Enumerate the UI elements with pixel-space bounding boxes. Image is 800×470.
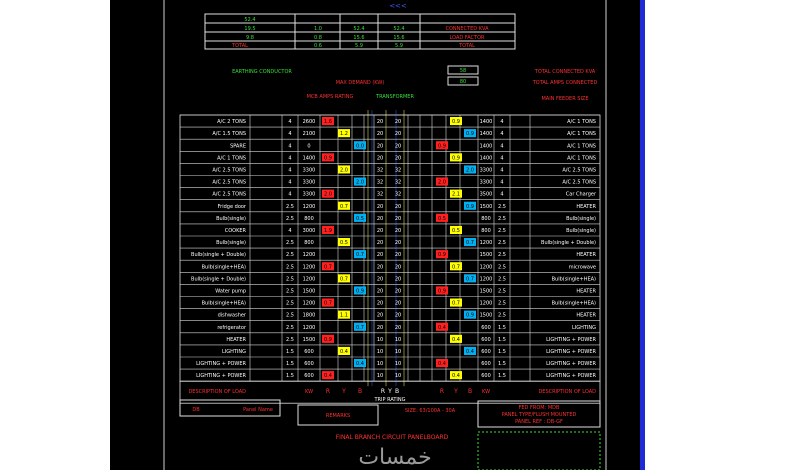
left-circuit-desc: dishwasher: [217, 312, 246, 319]
summary-cell: 0.8: [314, 35, 322, 41]
left-phase-value: 0.0: [356, 143, 364, 150]
breaker-rating-left: 20: [376, 276, 384, 283]
right-circuit-cable: 2.5: [498, 203, 506, 210]
summary-cell: 5.9: [355, 43, 363, 49]
right-circuit-load: 1500: [479, 203, 493, 210]
breaker-rating-left: 20: [376, 252, 384, 259]
right-circuit-load: 1200: [479, 276, 493, 283]
left-circuit-desc: A/C 2 TONS: [217, 119, 246, 126]
right-circuit-desc: A/C 1 TONS: [567, 143, 596, 150]
left-circuit-desc: Water pump: [215, 288, 246, 295]
right-phase-value: 0.4: [438, 324, 446, 331]
right-circuit-desc: Bulb(single+HEA): [551, 276, 596, 283]
left-phase-value: 1.6: [324, 119, 332, 126]
right-circuit-load: 600: [481, 336, 491, 343]
breaker-rating-left: 20: [376, 155, 384, 162]
breaker-rating-right: 20: [394, 131, 402, 138]
blue-scrollbar-edge[interactable]: [640, 0, 645, 470]
left-circuit-cable: 2.5: [286, 264, 294, 271]
left-phase-value: 0.7: [324, 300, 332, 307]
right-phase-value: 2.0: [438, 179, 446, 186]
left-circuit-cable: 4: [288, 155, 292, 162]
summary-cell: 15.6: [393, 35, 405, 41]
left-circuit-cable: 2.5: [286, 312, 294, 319]
left-circuit-load: 3300: [302, 179, 316, 186]
right-phase-value: 0.4: [438, 361, 446, 368]
left-circuit-desc: LIGHTING + POWER: [196, 361, 246, 368]
left-phase-value: 0.7: [356, 252, 364, 259]
kw-header-left: KW: [304, 389, 314, 396]
breaker-rating-right: 10: [394, 361, 402, 368]
right-phase-value: 0.9: [466, 203, 474, 210]
phase-header-left: R: [325, 388, 331, 396]
breaker-rating-left: 32: [376, 167, 384, 174]
panel-name-label: Panel Name: [243, 407, 273, 413]
right-circuit-desc: HEATER: [576, 252, 596, 259]
kva-value: 58: [459, 68, 467, 74]
left-circuit-load: 2100: [302, 131, 316, 138]
max-demand-label: MAX DEMAND (KW): [335, 80, 385, 86]
right-phase-value: 2.0: [466, 167, 474, 174]
left-phase-value: 0.9: [324, 336, 332, 343]
breaker-rating-right: 20: [394, 288, 402, 295]
breaker-rating-left: 20: [376, 312, 384, 319]
left-circuit-cable: 4: [288, 191, 292, 198]
left-circuit-load: 3000: [302, 227, 316, 234]
left-circuit-cable: 1.5: [286, 361, 294, 368]
breaker-rating-right: 20: [394, 215, 402, 222]
breaker-rating-left: 20: [376, 203, 384, 210]
left-phase-value: 0.4: [324, 373, 332, 380]
right-circuit-cable: 1.5: [498, 373, 506, 380]
total-amps-label: TOTAL AMPS CONNECTED: [532, 80, 598, 86]
breaker-rating-left: 20: [376, 300, 384, 307]
fed-from-label: FED FROM: MDB: [518, 405, 560, 411]
bus-phase-header: R: [380, 388, 386, 396]
kw-header-right: KW: [481, 389, 491, 396]
left-circuit-desc: HEATER: [226, 336, 246, 343]
left-phase-value: 0.5: [356, 215, 364, 222]
left-circuit-cable: 2.5: [286, 300, 294, 307]
summary-cell: 15.6: [353, 35, 365, 41]
right-phase-value: 0.4: [452, 373, 460, 380]
summary-mirror-header: TOTAL: [459, 43, 475, 49]
right-circuit-load: 600: [481, 324, 491, 331]
right-phase-value: 0.5: [438, 215, 446, 222]
right-circuit-desc: HEATER: [576, 288, 596, 295]
right-phase-value: 0.7: [466, 276, 474, 283]
right-circuit-desc: A/C 1 TONS: [567, 119, 596, 126]
right-circuit-desc: Bulb(single): [566, 227, 596, 234]
right-circuit-desc: LIGHTING + POWER: [546, 336, 596, 343]
summary-mirror-header: LOAD FACTOR: [449, 35, 485, 41]
left-circuit-load: 1200: [302, 324, 316, 331]
bus-phase-header: Y: [388, 388, 392, 396]
breaker-rating-left: 20: [376, 119, 384, 126]
breaker-rating-left: 10: [376, 361, 384, 368]
panel-ref-label: PANEL REF : DB-GF: [515, 419, 563, 425]
summary-total-label: TOTAL: [232, 43, 248, 49]
left-circuit-cable: 2.5: [286, 276, 294, 283]
left-circuit-load: 3300: [302, 167, 316, 174]
summary-mirror-header: CONNECTED KVA: [445, 26, 489, 32]
left-circuit-cable: 2.5: [286, 324, 294, 331]
breaker-rating-right: 10: [394, 348, 402, 355]
right-circuit-desc: A/C 2.5 TONS: [562, 167, 596, 174]
right-circuit-cable: 4: [500, 167, 504, 174]
left-circuit-load: 600: [304, 361, 314, 368]
breaker-rating-right: 32: [394, 179, 402, 186]
left-circuit-cable: 2.5: [286, 203, 294, 210]
summary-cell: 52.4: [393, 26, 405, 32]
right-circuit-desc: microwave: [568, 264, 596, 271]
left-phase-value: 0.7: [340, 276, 348, 283]
left-circuit-desc: COOKER: [224, 227, 246, 234]
right-circuit-load: 1500: [479, 312, 493, 319]
ways-label: SIZE: 63/100A - 30A: [404, 408, 456, 414]
left-circuit-desc: Bulb(single+HEA): [201, 300, 246, 307]
right-circuit-cable: 2.5: [498, 300, 506, 307]
breaker-rating-right: 32: [394, 167, 402, 174]
total-kva-label: TOTAL CONNECTED KVA: [534, 69, 596, 75]
left-circuit-load: 1200: [302, 252, 316, 259]
right-circuit-desc: Bulb(single): [566, 215, 596, 222]
right-circuit-load: 1200: [479, 240, 493, 247]
breaker-rating-left: 20: [376, 143, 384, 150]
mcb-rating-label: MCB AMPS RATING: [306, 94, 354, 100]
right-circuit-load: 1200: [479, 264, 493, 271]
left-phase-value: 2.0: [324, 191, 332, 198]
right-circuit-desc: Bulb(single+HEA): [551, 300, 596, 307]
left-circuit-cable: 2.5: [286, 336, 294, 343]
main-feeder-label: MAIN FEEDER SIZE: [541, 96, 589, 102]
right-circuit-cable: 1.5: [498, 361, 506, 368]
left-circuit-desc: A/C 2.5 TONS: [212, 179, 246, 186]
summary-cell: 52.4: [244, 17, 256, 23]
breaker-rating-left: 10: [376, 336, 384, 343]
right-circuit-load: 1400: [479, 143, 493, 150]
right-phase-value: 0.7: [452, 300, 460, 307]
right-circuit-load: 1400: [479, 119, 493, 126]
left-phase-value: 0.5: [340, 240, 348, 247]
left-circuit-desc: refrigerator: [217, 324, 246, 331]
right-circuit-load: 600: [481, 361, 491, 368]
right-circuit-desc: A/C 1 TONS: [567, 131, 596, 138]
bus-phase-header: B: [394, 388, 400, 396]
right-circuit-load: 3500: [479, 191, 493, 198]
left-desc-header: DESCRIPTION OF LOAD: [188, 389, 246, 396]
left-circuit-desc: Bulb(single + Double): [191, 276, 246, 283]
right-circuit-desc: Car Charger: [565, 191, 596, 198]
summary-cell: 5.9: [395, 43, 403, 49]
left-circuit-cable: 4: [288, 227, 292, 234]
right-phase-value: 0.7: [466, 240, 474, 247]
left-phase-value: 0.9: [356, 288, 364, 295]
left-phase-value: 0.7: [356, 324, 364, 331]
left-circuit-load: 600: [304, 348, 314, 355]
breaker-rating-left: 32: [376, 191, 384, 198]
right-circuit-cable: 1.5: [498, 324, 506, 331]
phase-header-right: B: [467, 388, 473, 396]
right-circuit-cable: 2.5: [498, 276, 506, 283]
trip-rating-header: TRIP RATING: [374, 397, 406, 404]
left-circuit-load: 1200: [302, 300, 316, 307]
right-circuit-cable: 4: [500, 131, 504, 138]
right-circuit-load: 1500: [479, 288, 493, 295]
right-circuit-cable: 2.5: [498, 215, 506, 222]
panelboard-title: FINAL BRANCH CIRCUIT PANELBOARD: [335, 434, 449, 441]
right-circuit-cable: 4: [500, 155, 504, 162]
right-circuit-cable: 2.5: [498, 227, 506, 234]
watermark-logo: خمسات: [358, 445, 432, 470]
right-circuit-load: 800: [481, 227, 491, 234]
summary-cell: 1.0: [314, 26, 322, 32]
right-phase-value: 0.5: [452, 227, 460, 234]
right-phase-value: 0.9: [452, 155, 460, 162]
left-circuit-cable: 4: [288, 131, 292, 138]
left-circuit-desc: Bulb(single + Double): [191, 252, 246, 259]
left-circuit-load: 1200: [302, 203, 316, 210]
right-circuit-cable: 1.5: [498, 336, 506, 343]
right-circuit-cable: 2.5: [498, 264, 506, 271]
left-circuit-desc: Bulb(single): [216, 215, 246, 222]
right-circuit-load: 3300: [479, 167, 493, 174]
left-circuit-cable: 4: [288, 119, 292, 126]
right-circuit-desc: Bulb(single + Double): [541, 240, 596, 247]
board-ref: DB: [192, 407, 200, 413]
right-phase-value: 0.9: [438, 252, 446, 259]
left-circuit-cable: 2.5: [286, 215, 294, 222]
breaker-rating-right: 20: [394, 227, 402, 234]
left-phase-value: 1.1: [340, 312, 348, 319]
right-phase-value: 0.7: [452, 264, 460, 271]
left-circuit-desc: A/C 1.5 TONS: [212, 131, 246, 138]
right-circuit-desc: LIGHTING + POWER: [546, 373, 596, 380]
left-circuit-desc: A/C 1 TONS: [217, 155, 246, 162]
green-note: EARTHING CONDUCTOR: [232, 69, 292, 75]
summary-cell: 0.6: [314, 43, 322, 49]
left-phase-value: 1.2: [340, 131, 348, 138]
left-phase-value: 2.0: [340, 167, 348, 174]
right-circuit-cable: 4: [500, 179, 504, 186]
left-circuit-load: 1200: [302, 264, 316, 271]
mounting-label: PANEL TYPE/FLUSH MOUNTED: [501, 412, 577, 418]
breaker-rating-left: 10: [376, 348, 384, 355]
breaker-rating-left: 20: [376, 288, 384, 295]
left-circuit-cable: 4: [288, 179, 292, 186]
right-circuit-load: 3300: [479, 179, 493, 186]
left-circuit-load: 2600: [302, 119, 316, 126]
breaker-rating-right: 20: [394, 143, 402, 150]
right-circuit-load: 1200: [479, 300, 493, 307]
left-phase-value: 1.9: [324, 227, 332, 234]
left-circuit-cable: 2.5: [286, 252, 294, 259]
right-circuit-desc: A/C 2.5 TONS: [562, 179, 596, 186]
breaker-rating-right: 20: [394, 312, 402, 319]
breaker-rating-right: 20: [394, 252, 402, 259]
summary-cell: 52.4: [353, 26, 365, 32]
right-circuit-load: 600: [481, 348, 491, 355]
breaker-rating-right: 20: [394, 240, 402, 247]
breaker-rating-right: 32: [394, 191, 402, 198]
right-circuit-cable: 2.5: [498, 288, 506, 295]
breaker-rating-left: 20: [376, 264, 384, 271]
breaker-rating-left: 20: [376, 227, 384, 234]
breaker-rating-right: 20: [394, 276, 402, 283]
right-desc-header: DESCRIPTION OF LOAD: [538, 389, 596, 396]
right-phase-value: 0.4: [466, 348, 474, 355]
left-phase-value: 0.4: [340, 348, 348, 355]
left-circuit-cable: 2.5: [286, 240, 294, 247]
right-circuit-desc: HEATER: [576, 203, 596, 210]
right-circuit-desc: LIGHTING + POWER: [546, 361, 596, 368]
left-phase-value: 2.0: [356, 179, 364, 186]
right-circuit-load: 1400: [479, 131, 493, 138]
breaker-rating-left: 20: [376, 215, 384, 222]
left-phase-value: 0.4: [356, 361, 364, 368]
breaker-rating-left: 20: [376, 240, 384, 247]
right-circuit-cable: 2.5: [498, 252, 506, 259]
right-circuit-load: 1500: [479, 252, 493, 259]
left-circuit-load: 1400: [302, 155, 316, 162]
right-circuit-cable: 2.5: [498, 240, 506, 247]
top-marker: <<<: [389, 2, 407, 10]
left-circuit-load: 800: [304, 215, 314, 222]
breaker-rating-right: 20: [394, 203, 402, 210]
summary-cell: 19.5: [244, 26, 256, 32]
left-circuit-cable: 2.5: [286, 288, 294, 295]
right-circuit-cable: 4: [500, 191, 504, 198]
phase-header-left: Y: [342, 388, 346, 396]
right-phase-value: 2.1: [452, 191, 460, 198]
right-phase-value: 0.4: [452, 336, 460, 343]
right-phase-value: 0.9: [466, 131, 474, 138]
transformer-label: TRANSFORMER: [376, 94, 414, 100]
left-phase-value: 0.7: [324, 264, 332, 271]
breaker-rating-left: 32: [376, 179, 384, 186]
left-circuit-load: 1500: [302, 336, 316, 343]
left-circuit-desc: LIGHTING + POWER: [196, 373, 246, 380]
breaker-rating-right: 20: [394, 119, 402, 126]
right-circuit-load: 800: [481, 215, 491, 222]
breaker-rating-left: 20: [376, 131, 384, 138]
remarks-label: REMARKS: [325, 413, 351, 419]
right-circuit-cable: 2.5: [498, 312, 506, 319]
phase-header-right: R: [439, 388, 445, 396]
left-circuit-load: 800: [304, 240, 314, 247]
left-circuit-desc: LIGHTING: [221, 348, 246, 355]
amps-value: 80: [459, 79, 467, 85]
left-circuit-desc: A/C 2.5 TONS: [212, 191, 246, 198]
right-circuit-load: 1400: [479, 155, 493, 162]
right-circuit-load: 600: [481, 373, 491, 380]
right-circuit-cable: 4: [500, 143, 504, 150]
breaker-rating-right: 20: [394, 155, 402, 162]
right-circuit-cable: 4: [500, 119, 504, 126]
summary-cell: 9.8: [246, 35, 254, 41]
left-circuit-desc: Bulb(single+HEA): [201, 264, 246, 271]
right-circuit-desc: A/C 1 TONS: [567, 155, 596, 162]
left-circuit-load: 1200: [302, 276, 316, 283]
left-circuit-load: 3300: [302, 191, 316, 198]
left-phase-value: 0.7: [340, 203, 348, 210]
left-phase-value: 0.9: [324, 155, 332, 162]
left-circuit-desc: Bulb(single): [216, 240, 246, 247]
right-phase-value: 0.9: [452, 119, 460, 126]
left-circuit-desc: Fridge door: [217, 203, 246, 210]
breaker-rating-right: 10: [394, 336, 402, 343]
left-circuit-desc: A/C 2.5 TONS: [212, 167, 246, 174]
phase-header-right: Y: [454, 388, 458, 396]
left-circuit-load: 1500: [302, 288, 316, 295]
left-circuit-cable: 1.5: [286, 373, 294, 380]
right-circuit-desc: HEATER: [576, 312, 596, 319]
left-circuit-load: 0: [307, 143, 311, 150]
phase-header-left: B: [357, 388, 363, 396]
breaker-rating-right: 20: [394, 324, 402, 331]
left-circuit-load: 1800: [302, 312, 316, 319]
left-circuit-desc: SPARE: [230, 143, 246, 150]
breaker-rating-right: 20: [394, 264, 402, 271]
breaker-rating-right: 20: [394, 300, 402, 307]
left-circuit-cable: 4: [288, 167, 292, 174]
right-circuit-desc: LIGHTING + POWER: [546, 348, 596, 355]
right-circuit-cable: 1.5: [498, 348, 506, 355]
left-circuit-cable: 4: [288, 143, 292, 150]
right-phase-value: 0.9: [438, 143, 446, 150]
left-circuit-cable: 1.5: [286, 348, 294, 355]
breaker-rating-right: 10: [394, 373, 402, 380]
right-phase-value: 0.9: [438, 288, 446, 295]
left-circuit-load: 600: [304, 373, 314, 380]
breaker-rating-left: 20: [376, 324, 384, 331]
right-phase-value: 0.9: [466, 312, 474, 319]
right-circuit-desc: LIGHTING: [571, 324, 596, 331]
breaker-rating-left: 10: [376, 373, 384, 380]
